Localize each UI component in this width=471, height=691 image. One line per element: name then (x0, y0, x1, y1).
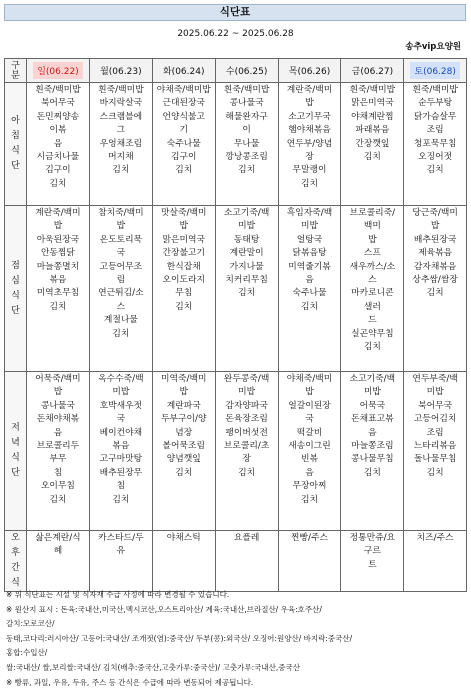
menu-item-line: 연두부죽/백 (412, 374, 458, 384)
note-line: 갈치:모로코산/ (6, 619, 55, 629)
menu-item-line: 무장아찌 (292, 481, 327, 492)
menu-item-line: 아욱된장국 (36, 234, 80, 245)
menu-item-line: 돈민찌양송 (36, 111, 80, 122)
menu-item-line: 느타리볶음 (413, 441, 457, 452)
menu-item-line: 온도토리묵 (99, 234, 143, 245)
menu-item-line: 상추쌈/쌈장 (412, 275, 458, 286)
day-header (215, 59, 278, 83)
menu-item-line: 한식잡채 (166, 261, 201, 272)
day-header (404, 59, 467, 83)
menu-item-line: 미밥 (363, 387, 381, 398)
menu-item-line: 김치 (301, 301, 318, 312)
menu-item-line: 미역초무침 (36, 288, 80, 299)
menu-item-line: 김치 (49, 494, 67, 505)
menu-item-line: 찐빵/주스 (291, 533, 328, 543)
note-line: 홍합:수입산/ (6, 648, 48, 658)
menu-item-line: 이볶 (49, 125, 67, 136)
day-header-label: 수(06.25) (225, 67, 268, 77)
menu-item-line: 국 (116, 414, 126, 425)
menu-item-line: 소고기무국 (288, 111, 331, 122)
menu-item-line: 흰죽/백미밥 (223, 85, 270, 95)
menu-item-line: 닭가슴살무 (413, 111, 457, 122)
menu-item-line: 북어무국 (418, 400, 453, 411)
menu-item-line: 머지채 (108, 152, 134, 163)
menu-item-line: 밥 (179, 387, 188, 398)
menu-item-line: 드 (368, 315, 377, 326)
menu-cell (27, 206, 90, 372)
menu-item-line: 무침 (175, 288, 193, 299)
note-line: ※ 위 식단표는 시설 및 식자재 수급 사정에 따라 변경될 수 있습니다. (6, 590, 230, 599)
menu-item-line: 파래볶음 (355, 125, 390, 136)
menu-cell (152, 83, 215, 206)
header-row (5, 59, 467, 83)
menu-item-line: 밥 (116, 221, 126, 232)
menu-item-line: 스 (116, 301, 126, 312)
note-line: ※ 원산지 표시 : 돈육:국내산,미국산,멕시코산,오스트리아산/ 계육:국내산,브라질산/ 우육:호주산/ (6, 604, 322, 614)
menu-cell (215, 206, 278, 372)
menu-item-line: 밥 (305, 387, 314, 398)
menu-item-line: 김치 (238, 467, 256, 478)
menu-cell (27, 372, 90, 531)
menu-cell (89, 531, 152, 592)
day-header-label: 금(06.27) (351, 67, 394, 77)
menu-item-line: 가지나물 (229, 261, 264, 272)
menu-cell (89, 206, 152, 372)
menu-item-line: 빈볶 (301, 454, 318, 465)
menu-item-line: 침 (116, 481, 126, 492)
menu-item-line: 연근튀김/소 (98, 288, 144, 299)
menu-item-line: 흑임자죽/백 (286, 208, 333, 218)
menu-item-line: 콩나물무침 (351, 454, 394, 465)
menu-item-line: 치커리무침 (225, 275, 268, 286)
menu-cell (89, 83, 152, 206)
menu-item-line: 밥 (179, 221, 188, 232)
menu-item-line: 트 (368, 559, 377, 570)
menu-item-line: 맑은미역국 (162, 234, 205, 245)
menu-item-line: 콩나물국 (229, 98, 264, 109)
breakfast-row (5, 83, 467, 206)
facility-name: 송추vip요양원 (405, 42, 461, 52)
menu-item-line: 김치 (301, 178, 318, 189)
meal-label-char: 아 (11, 116, 20, 126)
menu-item-line: 오징어젓 (418, 152, 453, 163)
menu-item-line: 얼갈이된장 (288, 400, 331, 411)
menu-cell (404, 531, 467, 592)
meal-label-char: 식 (11, 453, 20, 463)
menu-item-line: 참치죽/백미 (98, 208, 144, 218)
menu-item-line: 배추된장국 (413, 234, 457, 245)
menu-item-line: 음 (368, 427, 377, 438)
menu-item-line: 유 (116, 546, 126, 557)
menu-item-line: 볶음 (49, 275, 67, 286)
menu-item-line: 시금치나물 (36, 152, 80, 163)
menu-item-line: 밥 (430, 221, 440, 232)
menu-item-line: 감자채볶음 (413, 261, 457, 272)
meal-label-char: 녁 (11, 438, 20, 448)
menu-item-line: 콩나물국 (40, 400, 75, 411)
menu-cell (27, 531, 90, 592)
menu-item-line: 밥 (305, 98, 314, 109)
meal-label-char: 단 (11, 161, 20, 171)
menu-item-line: 요플레 (233, 533, 260, 543)
menu-item-line: 그 (116, 125, 126, 136)
menu-item-line: 동태탕 (233, 234, 260, 245)
menu-cell (341, 531, 404, 592)
lunch-label (5, 206, 27, 372)
menu-item-line: 흰죽/백미밥 (412, 85, 458, 95)
menu-item-line: 마늘쫑조림 (351, 441, 394, 452)
menu-item-line: 김치 (238, 165, 256, 176)
menu-cell (152, 206, 215, 372)
menu-item-line: 브로콜리두 (36, 441, 80, 452)
dinner-row (5, 372, 467, 531)
day-header (27, 59, 90, 83)
day-header-label: 목(06.26) (288, 67, 331, 77)
menu-item-line: 김치 (112, 165, 130, 176)
menu-item-line: 돌나물무침 (413, 454, 457, 465)
menu-item-line: 오이무침 (40, 481, 75, 492)
day-header-label: 일(06.22) (33, 62, 82, 79)
menu-item-line: 미역죽/백미 (161, 374, 207, 384)
menu-item-line: 북어무국 (40, 98, 75, 109)
menu-item-line: 고등어무조 (99, 261, 143, 272)
menu-item-line: 김치 (363, 467, 381, 478)
menu-item-line: 흰죽/백미밥 (98, 85, 144, 95)
menu-item-line: 삶은계란/식 (35, 533, 81, 543)
menu-item-line: 음 (53, 427, 63, 438)
menu-item-line: 연두부/양념 (286, 138, 333, 149)
menu-item-line: 깡낭콩조림 (225, 152, 268, 163)
menu-item-line: 국 (116, 248, 126, 259)
breakfast-label (5, 83, 27, 206)
menu-item-line: 음 (305, 275, 314, 286)
menu-item-line: 김치 (175, 467, 193, 478)
menu-item-line: 햄야채볶음 (288, 125, 331, 136)
snack-label (5, 531, 27, 592)
menu-item-line: 우엉채조림 (99, 138, 143, 149)
menu-item-line: 이 (242, 125, 251, 136)
menu-cell (341, 372, 404, 531)
menu-item-line: 오이도라지 (162, 275, 205, 286)
menu-item-line: 야채죽/백미 (286, 374, 333, 384)
menu-item-line: 미밥 (238, 221, 256, 232)
menu-item-line: 청포묵무침 (413, 138, 457, 149)
menu-title: 식단표 (4, 4, 466, 21)
menu-item-line: 림 (116, 275, 126, 286)
meal-label-char: 점 (11, 260, 20, 271)
menu-item-line: 야채죽/백미밥 (156, 85, 211, 95)
menu-item-line: 김치 (426, 288, 444, 299)
menu-cell (341, 206, 404, 372)
menu-item-line: 간장깻잎 (355, 138, 390, 149)
weekly-menu-table (4, 58, 467, 592)
category-header (5, 59, 27, 83)
menu-item-line: 조림 (426, 125, 444, 136)
menu-item-line: 볼어묵조림 (162, 441, 205, 452)
menu-item-line: 스 (368, 275, 377, 286)
menu-item-line: 부무 (49, 454, 67, 465)
meal-label-char: 단 (11, 305, 20, 316)
menu-item-line: 정통만쥬/요 (349, 533, 396, 543)
meal-label-char: 후 (11, 548, 20, 558)
menu-item-line: 닭볶음탕 (292, 248, 327, 259)
menu-item-line: 김구이 (45, 165, 71, 176)
menu-item-line: 김치 (238, 288, 256, 299)
meal-label-char: 오 (11, 533, 20, 543)
menu-item-line: 미밥 (301, 221, 318, 232)
menu-item-line: 기 (179, 125, 188, 136)
menu-cell (404, 206, 467, 372)
menu-item-line: 브로콜리죽/ (349, 208, 396, 218)
menu-item-line: 숙주나물 (292, 288, 327, 299)
menu-item-line: 김치 (363, 152, 381, 163)
meal-label-char: 저 (11, 423, 20, 433)
menu-item-line: 어묵죽/백미 (35, 374, 81, 384)
meal-label-char: 간 (11, 563, 20, 573)
menu-cell (215, 83, 278, 206)
menu-item-line: 얼탕국 (296, 234, 323, 245)
menu-item-line: 팽이버섯전 (225, 427, 268, 438)
menu-item-line: 양념깻잎 (166, 454, 201, 465)
menu-item-line: 조림 (426, 427, 444, 438)
menu-item-line: 김치 (49, 301, 67, 312)
menu-item-line: 순두부탕 (418, 98, 453, 109)
menu-item-line: 김치 (426, 467, 444, 478)
menu-item-line: 무나물 (233, 138, 260, 149)
menu-item-line: 김치 (175, 301, 193, 312)
menu-item-line: 장 (242, 454, 251, 465)
day-header (152, 59, 215, 83)
menu-item-line: 음 (53, 138, 63, 149)
menu-item-line: 새송이그린 (288, 441, 331, 452)
menu-cell (27, 83, 90, 206)
menu-item-line: 고구마맛탕 (99, 454, 143, 465)
menu-item-line: 치즈/주스 (416, 533, 454, 543)
menu-cell (278, 206, 341, 372)
menu-item-line: 스프 (363, 248, 381, 259)
menu-item-line: 카스타드/두 (98, 533, 144, 543)
menu-item-line: 밥 (368, 234, 377, 245)
menu-item-line: 백미 (363, 221, 381, 232)
menu-item-line: 김치 (426, 165, 444, 176)
menu-item-line: 밥 (53, 221, 63, 232)
menu-item-line: 흰죽/백미밥 (35, 85, 81, 95)
menu-item-line: 언양식불고 (162, 111, 205, 122)
menu-item-line: 두부구이/양 (161, 414, 207, 425)
menu-item-line: 돈채표고볶 (351, 414, 394, 425)
menu-item-line: 바지락살국 (99, 98, 143, 109)
menu-item-line: 무말랭이 (292, 165, 327, 176)
menu-item-line: 장 (305, 152, 314, 163)
day-header-label: 토(06.28) (410, 62, 459, 79)
menu-item-line: 고등어김치 (413, 414, 457, 425)
menu-item-line: 계란파국 (166, 400, 201, 411)
menu-item-line: 김치 (175, 165, 193, 176)
menu-item-line: 미밥 (426, 387, 444, 398)
menu-item-line: 제육볶음 (418, 248, 453, 259)
note-line: 쌀:국내산/ 쌀,보리쌀:국내산/ 김치(배추:중국산,고춧가루:중국산)/ 고춧가루:국내산,중국산 (6, 662, 300, 672)
menu-item-line: 감자양파국 (225, 400, 268, 411)
menu-cell (89, 372, 152, 531)
menu-cell (215, 531, 278, 592)
menu-item-line: 안동찜닭 (40, 248, 75, 259)
menu-item-line: 계란말이 (229, 248, 264, 259)
menu-item-line: 마카로니콘 (351, 288, 394, 299)
menu-cell (404, 372, 467, 531)
menu-item-line: 계절나물 (103, 315, 138, 326)
snack-row (5, 531, 467, 592)
meal-label-char: 침 (11, 131, 20, 141)
menu-item-line: 야채스틱 (166, 533, 201, 543)
menu-item-line: 호박새우젓 (99, 400, 143, 411)
category-header-char: 구 (11, 60, 20, 71)
menu-item-line: 김치 (49, 178, 67, 189)
meal-label-char: 식 (11, 578, 20, 588)
menu-cell (341, 83, 404, 206)
menu-item-line: 김치 (112, 328, 130, 339)
menu-cell (152, 372, 215, 531)
day-header (341, 59, 404, 83)
menu-item-line: 구르 (363, 546, 381, 557)
menu-item-line: 새우까스/소 (349, 261, 396, 272)
menu-item-line: 완두콩죽/백 (223, 374, 270, 384)
menu-cell (278, 372, 341, 531)
menu-item-line: 음 (305, 467, 314, 478)
menu-item-line: 미밥 (112, 387, 130, 398)
menu-item-line: 베이컨야채 (99, 427, 143, 438)
menu-item-line: 침 (53, 467, 63, 478)
menu-item-line: 혜 (53, 546, 63, 557)
notes-section (6, 588, 466, 690)
menu-item-line: 옥수수죽/백 (98, 374, 144, 384)
menu-item-line: 맛살죽/백미 (161, 208, 207, 218)
menu-item-line: 근대된장국 (162, 98, 205, 109)
menu-item-line: 김치 (301, 494, 318, 505)
menu-item-line: 계란죽/백미 (286, 85, 333, 95)
menu-item-line: 흰죽/백미밥 (349, 85, 396, 95)
menu-item-line: 어묵국 (359, 400, 386, 411)
menu-item-line: 떡갈비 (296, 427, 323, 438)
menu-item-line: 소고기죽/백 (349, 374, 396, 384)
menu-item-line: 밥 (53, 387, 63, 398)
menu-item-line: 돈육장조림 (225, 414, 268, 425)
meal-label-char: 단 (11, 468, 20, 478)
day-header-label: 월(06.23) (100, 67, 142, 77)
meal-label-char: 식 (11, 146, 20, 156)
menu-item-line: 배추된장무 (99, 467, 143, 478)
dinner-label (5, 372, 27, 531)
menu-item-line: 미역줄기볶 (288, 261, 331, 272)
meal-label-char: 심 (11, 275, 20, 286)
menu-item-line: 실곤약무침 (351, 328, 394, 339)
note-line: 동태,코다리:러시아산/ 고등어:국내산/ 조개젓(염):중국산/ 두부(콩):외국산/ 오징어:원양산/ 바지락:중국산/ (6, 633, 353, 643)
date-range: 2025.06.22 ~ 2025.06.28 (177, 29, 294, 39)
menu-item-line: 볶음 (112, 441, 130, 452)
menu-cell (152, 531, 215, 592)
category-header-char: 분 (11, 70, 20, 81)
menu-item-line: 김치 (363, 342, 381, 353)
menu-item-line: 념장 (175, 427, 193, 438)
menu-item-line: 브로콜리/초 (223, 441, 270, 452)
menu-item-line: 국 (305, 414, 314, 425)
menu-item-line: 미밥 (238, 387, 256, 398)
menu-cell (278, 83, 341, 206)
day-header-label: 화(06.24) (162, 67, 205, 77)
menu-item-line: 김치 (112, 494, 130, 505)
menu-item-line: 소고기죽/백 (223, 208, 270, 218)
day-header (278, 59, 341, 83)
menu-item-line: 돈채야채볶 (36, 414, 80, 425)
note-line: ※ 빵류, 과일, 우유, 두유, 주스 등 간식은 수급에 따라 변동되어 제공됩니다. (6, 677, 254, 687)
menu-item-line: 스크램블에 (99, 111, 143, 122)
meal-label-char: 식 (11, 290, 20, 301)
menu-item-line: 샐러 (363, 301, 381, 312)
menu-item-line: 김구이 (170, 152, 197, 163)
lunch-row (5, 206, 467, 372)
menu-item-line: 당근죽/백미 (412, 208, 458, 218)
day-header (89, 59, 152, 83)
menu-cell (278, 531, 341, 592)
menu-item-line: 간장불고기 (162, 248, 205, 259)
menu-item-line: 계란죽/백미 (35, 208, 81, 218)
menu-item-line: 맑은미역국 (351, 98, 394, 109)
menu-item-line: 해물완자구 (225, 111, 268, 122)
menu-cell (404, 83, 467, 206)
menu-item-line: 숙주나물 (166, 138, 201, 149)
menu-item-line: 야채계란찜 (351, 111, 394, 122)
menu-item-line: 마늘쫑멸치 (36, 261, 80, 272)
menu-cell (215, 372, 278, 531)
